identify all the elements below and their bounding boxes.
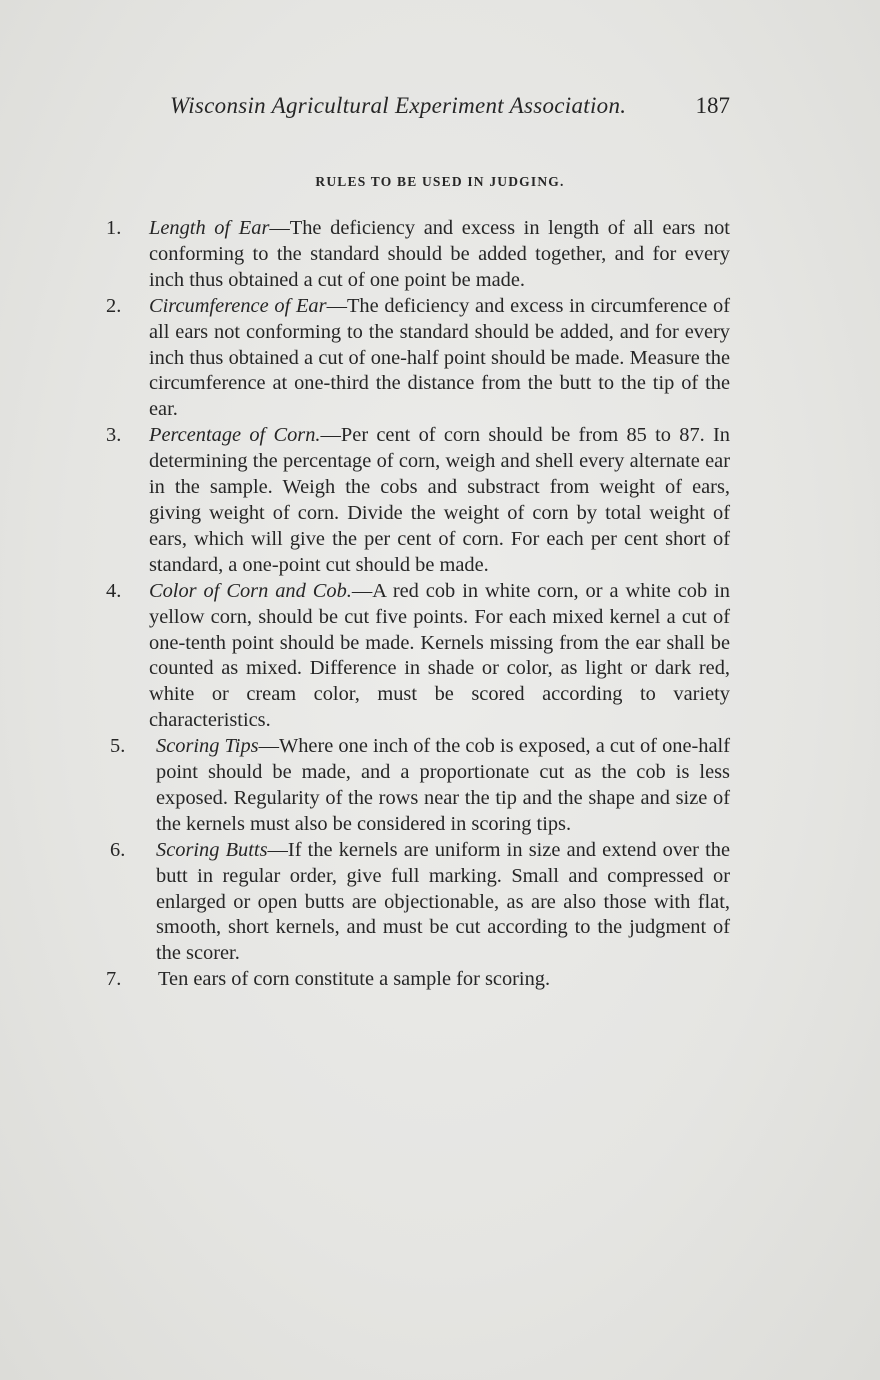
section-heading: RULES TO BE USED IN JUDGING. [315, 174, 565, 189]
rule-dash: — [269, 217, 290, 239]
rule-item [106, 967, 730, 993]
rule-title: Length of Ear [149, 217, 270, 239]
rule-item [106, 838, 730, 968]
rule-dash: — [267, 838, 288, 861]
rule-dash: — [320, 424, 341, 447]
rule-text: The deficiency and excess in circumference of all ears not conforming to the standard should be added, and for every inch thus obtained a cut of one-half point should be made. Measure the circumference at one-third the distance from the butt to the tip of the ear. [149, 294, 731, 421]
rule-dash: — [351, 579, 373, 602]
rule-body [156, 838, 730, 968]
rule-dash: — [326, 294, 347, 317]
rule-number: 6. [110, 838, 126, 861]
rule-body [149, 216, 730, 294]
rule-title: Circumference of Ear [149, 294, 327, 317]
page-number: 187 [695, 93, 730, 118]
rule-body [149, 423, 730, 578]
rule-number: 2. [106, 294, 122, 317]
rule-number: 5. [110, 735, 126, 758]
rule-body [149, 579, 730, 734]
rule-text: The deficiency and excess in length of all ears not conforming to the standard should be added together, and for every inch thus obtained a cut of one point be made. [149, 217, 730, 291]
rule-title: Scoring Tips [156, 735, 259, 758]
rules-list [106, 216, 730, 993]
rule-item [106, 294, 730, 424]
rule-text: If the kernels are uniform in size and extend over the butt in regular order, give full marking. Small and compressed or enlarged or open butts are objectionable, as are also those with flat, smooth, short kernels, and must be cut according to the judgment of the scorer. [156, 838, 730, 965]
rule-number: 7. [106, 968, 122, 991]
rule-item [106, 734, 730, 838]
rule-body [149, 294, 730, 424]
rule-text: Where one inch of the cob is exposed, a cut of one-half point should be made, and a proportionate cut as the cob is less exposed. Regularity of the rows near the tip and the shape and size of the kernels must also be considered in scoring tips. [156, 735, 730, 835]
rule-number: 4. [106, 579, 122, 602]
rule-number: 1. [106, 217, 122, 239]
rule-body [149, 967, 730, 993]
running-title: Wisconsin Agricultural Experiment Association. [170, 93, 627, 118]
rule-item [106, 579, 730, 734]
rule-dash: — [258, 735, 279, 758]
rule-title: Percentage of Corn. [149, 424, 321, 447]
rule-text: Per cent of corn should be from 85 to 87. In determining the percentage of corn, weigh and shell every alternate ear in the sample. Weigh the cobs and substract from weight of ears, giving weight of corn. Divide the weight of corn by total weight of ears, which will give the per cent of corn. For each per cent short of standard, a one-point cut should be made. [149, 424, 731, 576]
rule-text: A red cob in white corn, or a white cob in yellow corn, should be cut five points. For each mixed kernel a cut of one-tenth point should be made. Kernels missing from the ear shall be counted as mixed. Difference in shade or color, as light or dark red, white or cream color, must be scored according to variety characteristics. [149, 579, 730, 732]
rule-item [106, 423, 730, 578]
rule-body [156, 734, 730, 838]
rule-title: Scoring Butts [156, 838, 268, 861]
rule-text: Ten ears of corn constitute a sample for scoring. [158, 968, 551, 991]
rule-number: 3. [106, 424, 122, 447]
running-head [170, 93, 730, 127]
rule-title: Color of Corn and Cob. [149, 579, 352, 602]
rule-item [106, 216, 730, 294]
